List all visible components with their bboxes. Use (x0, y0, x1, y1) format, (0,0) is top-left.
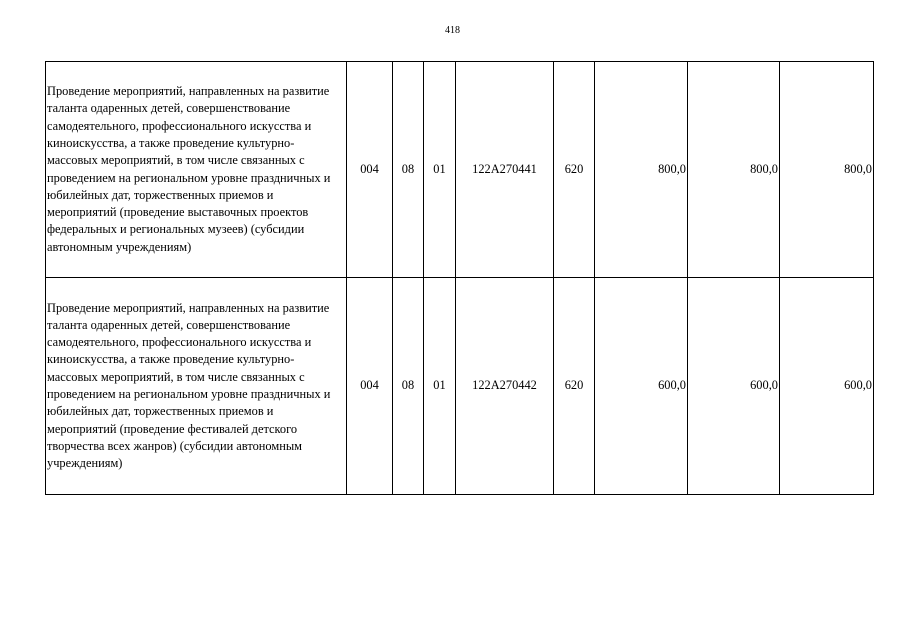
table-row (46, 278, 874, 495)
expense-type-cell: 620 (554, 62, 595, 278)
budget-table (45, 61, 874, 495)
subsection-code-cell: 01 (424, 62, 456, 278)
subsection-code-cell: 01 (424, 278, 456, 495)
target-article-cell: 122A270441 (456, 62, 554, 278)
section-code-cell: 08 (393, 62, 424, 278)
target-article-cell: 122A270442 (456, 278, 554, 495)
amount-cell-1: 600,0 (595, 278, 688, 495)
amount-cell-1: 800,0 (595, 62, 688, 278)
amount-cell-3: 800,0 (780, 62, 874, 278)
amount-cell-2: 600,0 (688, 278, 780, 495)
section-code-cell: 08 (393, 278, 424, 495)
amount-cell-3: 600,0 (780, 278, 874, 495)
page-number: 418 (445, 25, 460, 36)
expense-type-cell: 620 (554, 278, 595, 495)
ministry-code-cell: 004 (347, 278, 393, 495)
ministry-code-cell: 004 (347, 62, 393, 278)
description-cell: Проведение мероприятий, направленных на развитие таланта одаренных детей, совершенствование самодеятельного, профессионального искусства и киноискусства, а также проведение культурно-массовых мероприятий, в том числе связанных с проведением на региональном уровне праздничных и юбилейных дат, торжественных приемов и мероприятий (проведение фестивалей детского творчества всех жанров) (субсидии автономным учреждениям) (46, 278, 347, 495)
description-cell: Проведение мероприятий, направленных на развитие таланта одаренных детей, совершенствование самодеятельного, профессионального искусства и киноискусства, а также проведение культурно-массовых мероприятий, в том числе связанных с проведением на региональном уровне праздничных и юбилейных дат, торжественных приемов и мероприятий (проведение выставочных проектов федеральных и региональных музеев) (субсидии автономным учреждениям) (46, 62, 347, 278)
table-row (46, 62, 874, 278)
amount-cell-2: 800,0 (688, 62, 780, 278)
